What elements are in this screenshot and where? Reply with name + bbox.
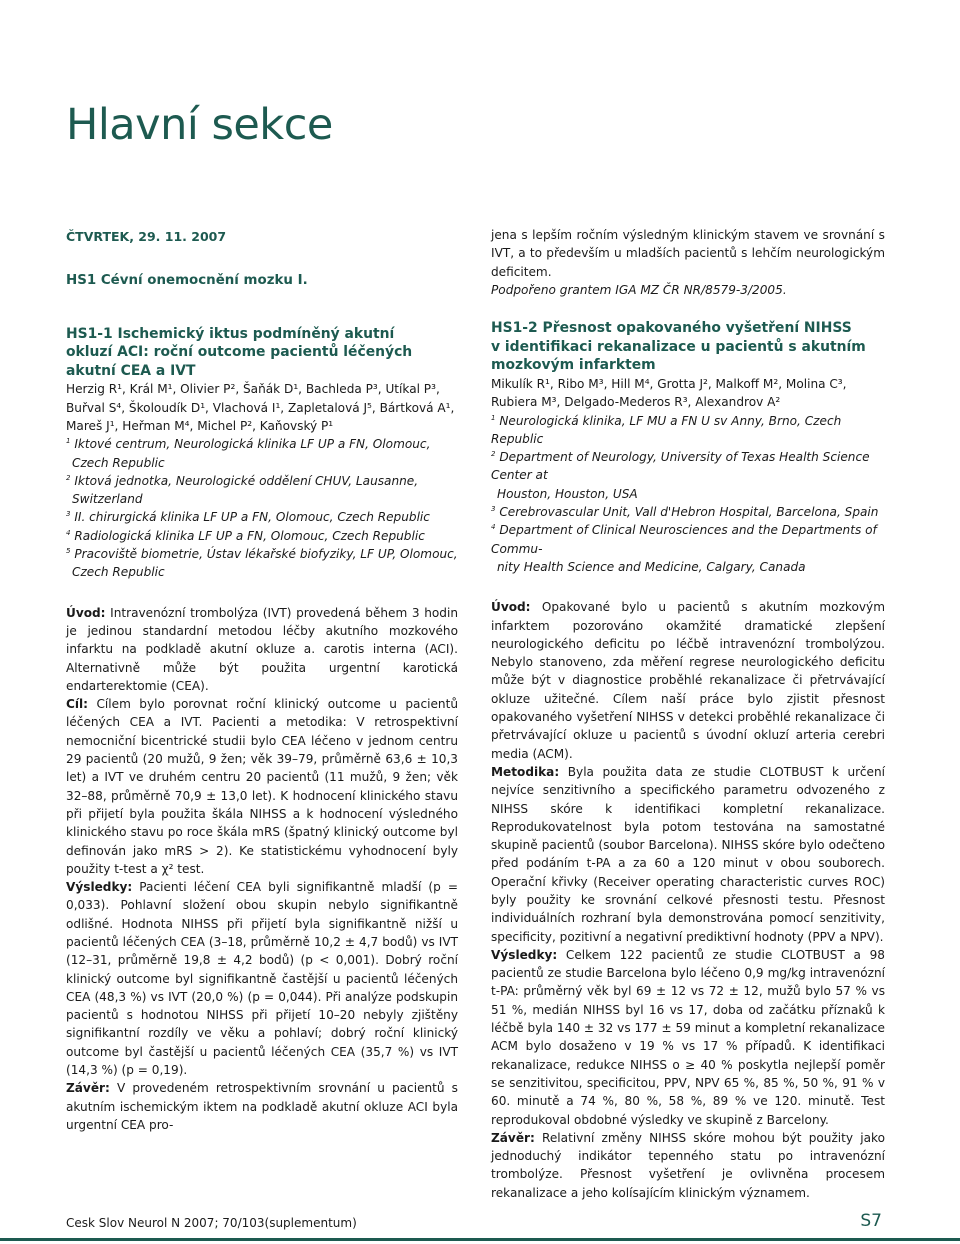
abstract-paragraph (66, 878, 458, 1079)
abstract-paragraph (66, 1079, 458, 1134)
paragraph-label: Závěr: (66, 1081, 110, 1096)
affiliation-line (66, 472, 458, 490)
affiliation-number: 4 (66, 528, 71, 537)
abstract-paragraph (491, 598, 885, 763)
affiliation-text: Iktová jednotka, Neurologické oddělení CHUV, Lausanne, (74, 473, 419, 488)
author-list (491, 375, 885, 412)
author-line: Herzig R¹, Král M¹, Olivier P², Šaňák D¹, Bachleda P³, Utíkal P³, (66, 382, 440, 397)
affiliation-line (66, 563, 458, 581)
paragraph-label: Úvod: (66, 605, 106, 620)
abstract-hs1-2 (491, 319, 885, 1202)
affiliation-text: Pracoviště biometrie, Ústav lékařské biofyziky, LF UP, Olomouc, (74, 547, 458, 562)
affiliation-text: Czech Republic (72, 455, 165, 470)
affiliation-line (66, 527, 458, 545)
abstract-paragraph (491, 763, 885, 946)
paragraph-label: Úvod: (491, 600, 531, 615)
affiliation-text: Houston, Houston, USA (497, 486, 638, 501)
author-line: Mikulík R¹, Ribo M³, Hill M⁴, Grotta J², Malkoff M², Molina C³, (491, 376, 847, 391)
paragraph-label: Výsledky: (66, 880, 133, 895)
affiliation-list (491, 412, 885, 577)
paragraph-text: Celkem 122 pacientů ze studie CLOTBUST a 98 pacientů ze studie Barcelona bylo léčeno 0,9 mg/kg intravenózní t-PA: průměrný věk byl 69 ± 12 vs 72 ± 12, mužů bylo 57 % vs 51 %, medián NIHSS byl 16 vs 17, doba od začátku příznaků k léčbě byla 140 ± 32 vs 177 ± 59 minut a kompletní rekanalizace ACM bylo dosaženo v 19 % vs 17 % případů. K identifikaci rekanalizace, redukce NIHSS o ≥ 40 % poskytla nejlepší poměr se senzitivitou, specificitou, PPV, NPV 65 %, 85 %, 50 %, 91 % v 60. minutě a 74 %, 80 %, 58 %, 89 % ve 120. minutě. Test reprodukoval obdobné výsledky ve skupině z Barcelony. (491, 947, 885, 1127)
affiliation-number: 3 (491, 505, 496, 514)
affiliation-number: 1 (66, 437, 71, 446)
affiliation-number: 4 (491, 523, 496, 532)
abstract-paragraph (66, 604, 458, 695)
affiliation-number: 2 (66, 473, 71, 482)
paragraph-label: Závěr: (491, 1130, 535, 1145)
affiliation-text: Department of Clinical Neurosciences and the Departments of Commu- (491, 523, 877, 556)
paragraph-text: Pacienti léčení CEA byli signifikantně mladší (p = 0,033). Pohlavní složení obou skupin nebylo signifikantně odlišné. Hodnota NIHSS při přijetí byla signifikantně nižší u pacientů léčených CEA (3–18, průměrně 10,2 ± 4,7 bodů) vs IVT (12–31, průměrně 19,8 ± 4,2 bodů) (p < 0,001). Dobrý roční klinický outcome byl signifikantně častější u pacientů léčených CEA (48,3 %) vs IVT (20,0 %) (p = 0,044). Při analýze podskupin pacientů s hodnotou NIHSS při přijetí 10–20 nebyly zjištěny signifikantní rozdíly ve věku a pohlaví; dobrý roční klinický outcome byl častější u pacientů léčených CEA (35,7 %) vs IVT (14,3 %) (p = 0,19). (66, 880, 458, 1078)
abstract-title-line: v identifikaci rekanalizace u pacientů s akutním (491, 338, 866, 355)
abstract-title-line: okluzí ACI: roční outcome pacientů léčených (66, 344, 413, 361)
affiliation-line (491, 503, 885, 521)
spacer (491, 576, 885, 598)
abstract-paragraph (491, 946, 885, 1129)
grant-note: Podpořeno grantem IGA MZ ČR NR/8579-3/2005. (491, 282, 787, 297)
author-list (66, 380, 458, 435)
affiliation-line (66, 508, 458, 526)
affiliation-text: II. chirurgická klinika LF UP a FN, Olomouc, Czech Republic (74, 510, 430, 525)
affiliation-text: Radiologická klinika LF UP a FN, Olomouc, Czech Republic (74, 528, 425, 543)
affiliation-line (66, 435, 458, 453)
affiliation-line (66, 454, 458, 472)
paragraph-text: Opakované bylo u pacientů s akutním mozkovým infarktem pozorováno okamžité dramatické zlepšení neurologického deficitu po léčbě intravenózní trombolýzou. Nebylo stanoveno, zda měření regrese neurologického deficitu může být v diagnostice proběhlé rekanalizace či přetrvávající okluze užitečné. Cílem naší práce bylo zjistit přesnost opakovaného vyšetření NIHSS v detekci proběhlé rekanalizace či přetrvávající okluze u pacientů s úvodní okluzí arteria cerebri media (ACM). (491, 600, 885, 761)
affiliation-number: 1 (491, 413, 496, 422)
abstract-title (491, 319, 885, 375)
session-date: ČTVRTEK, 29. 11. 2007 (66, 229, 227, 244)
affiliation-text: Cerebrovascular Unit, Vall d'Hebron Hospital, Barcelona, Spain (499, 505, 879, 520)
section-title: Hlavní sekce (66, 100, 333, 150)
affiliation-line (491, 485, 885, 503)
affiliation-list (66, 435, 458, 581)
journal-citation: Cesk Slov Neurol N 2007; 70/103(suplementum) (66, 1216, 357, 1230)
abstract-title-line: akutní CEA a IVT (66, 362, 196, 379)
abstract-title-line: mozkovým infarktem (491, 357, 656, 374)
paragraph-text: V provedeném retrospektivním srovnání u pacientů s akutním ischemickým iktem na podkladě akutní okluze ACI byla urgentní CEA pro- (66, 1081, 458, 1132)
affiliation-text: Iktové centrum, Neurologická klinika LF UP a FN, Olomouc, (74, 437, 431, 452)
affiliation-line (491, 521, 885, 558)
affiliation-line (491, 412, 885, 449)
affiliation-line (66, 490, 458, 508)
affiliation-line (491, 448, 885, 485)
paragraph-text: Cílem bylo porovnat roční klinický outcome u pacientů léčených CEA a IVT. Pacienti a metodika: V retrospektivní nemocniční bicentrické studii bylo CEA léčeno v jednom centru 29 pacientů (20 mužů, 9 žen; věk 39–79, průměrně 63,6 ± 10,3 let) a IVT ve druhém centru 20 pacientů (11 mužů, 9 žen; věk 32–88, průměrně 70,9 ± 13,0 let). K hodnocení klinického stavu při přijetí byla použita škála NIHSS a k hodnocení výsledného klinického stavu po roce škála mRS (špatný klinický outcome byl definován jako mRS > 2). Ke statistickému vyhodnocení byly použity t-test a χ² test. (66, 697, 458, 876)
affiliation-text: Department of Neurology, University of Texas Health Science Center at (491, 450, 870, 483)
paragraph-text: Intravenózní trombolýza (IVT) provedená během 3 hodin je jedinou standardní metodou léčby akutního mozkového infarktu na podkladě akutní okluze a. carotis interna (ACI). Alternativně může být použita urgentní karotická endarterektomie (CEA). (66, 605, 458, 693)
author-line: Rubiera M³, Delgado-Mederos R³, Alexandrov A² (491, 395, 781, 410)
page-number: S7 (860, 1211, 882, 1231)
affiliation-text: nity Health Science and Medicine, Calgary, Canada (497, 559, 806, 574)
abstract-paragraph (491, 1129, 885, 1202)
right-column (491, 226, 885, 1202)
affiliation-number: 3 (66, 510, 71, 519)
affiliation-line (66, 545, 458, 563)
paragraph-text: Relativní změny NIHSS skóre mohou být použity jako jednoduchý indikátor tepenného statu po intravenózní trombolýze. Přesnost vyšetření je ovlivněna procesem rekanalizace a jeho kolísajícím klinickým významem. (491, 1130, 885, 1200)
continuation-text: jena s lepším ročním výsledným klinickým stavem ve srovnání s IVT, a to především u mladších pacientů s lehčím neurologickým deficitem. (491, 228, 885, 279)
author-line: Buřval S⁴, Školoudík D¹, Vlachová I¹, Zapletalová J⁵, Bártková A¹, (66, 400, 455, 415)
abstract-title-line: HS1-1 Ischemický iktus podmíněný akutní (66, 325, 395, 342)
abstract-paragraph (66, 695, 458, 878)
affiliation-text: Neurologická klinika, LF MU a FN U sv Anny, Brno, Czech Republic (491, 413, 842, 446)
author-line: Mareš J¹, Heřman M⁴, Michel P², Kaňovský P¹ (66, 418, 334, 433)
abstract-title (66, 325, 458, 381)
affiliation-line (491, 558, 885, 576)
affiliation-text: Czech Republic (72, 565, 165, 580)
abstract-title-line: HS1-2 Přesnost opakovaného vyšetření NIHSS (491, 320, 852, 337)
paragraph-label: Výsledky: (491, 947, 558, 962)
footer-rule (0, 1238, 960, 1241)
paragraph-label: Cíl: (66, 697, 89, 712)
session-title: HS1 Cévní onemocnění mozku I. (66, 273, 308, 289)
affiliation-number: 5 (66, 547, 71, 556)
abstract-hs1-1 (66, 325, 458, 1135)
affiliation-text: Switzerland (72, 492, 143, 507)
left-column (66, 228, 458, 1134)
paragraph-text: Byla použita data ze studie CLOTBUST k určení nejvíce senzitivního a specifického parametru odvozeného z NIHSS skóre k identifikaci kompletní rekanalizace. Reprodukovatelnost byla potom testována na samostatné skupině pacientů (soubor Barcelona). NIHSS skóre bylo odečteno před podáním t-PA a za 60 a 120 minut v obou souborech. Operační křivky (Receiver operating characteristic curves ROC) byly použity ke srovnání celkové přesnosti testu. Přesnost individuálních rozhraní byla demonstrována pomocí senzitivity, specificity, pozitivní a negativní prediktivní hodnoty (PPV a NPV). (491, 764, 885, 944)
affiliation-number: 2 (491, 450, 496, 459)
paragraph-label: Metodika: (491, 764, 560, 779)
spacer (66, 582, 458, 604)
